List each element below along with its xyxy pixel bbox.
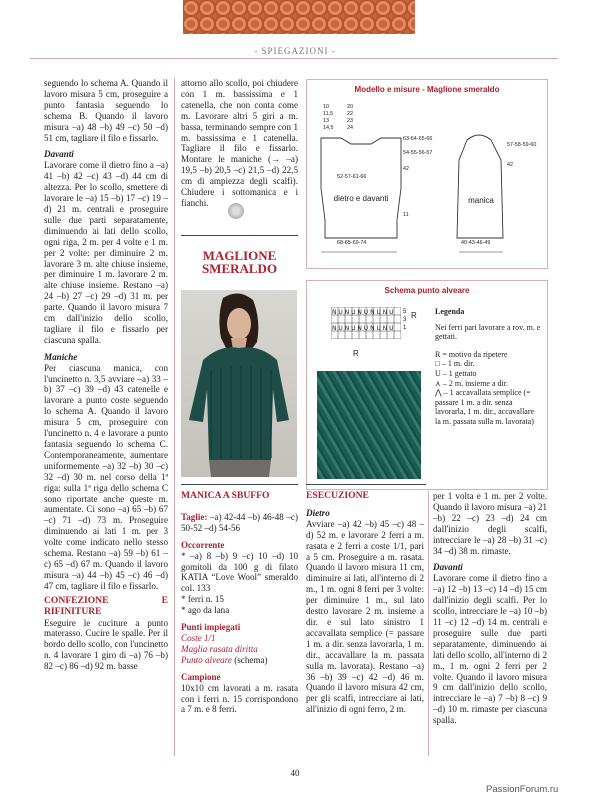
maniche-text: Per ciascuna manica, con l'uncinetto n. 3,5 avviare –a) 33 –b) 37 –c) 39 –d) 43 catenelle e lavorare a punto coste seguendo lo schema A. Quando il lavoro misura 5 cm, proseguire con l'uncinetto n. 4 e lavorare a punto fantasia seguendo lo schema C. Contemporaneamente, aumentare uniformemente –a) 32 –b) 30 –c) 32 –d) 30 m. nel corso della 1ª riga: sulla 1ª riga dello schema C sono riportate anche queste m. aumentate. Ci sono –a) 65 –b) 67 –c) 71 –d) 73 m. Proseguire diminuendo ai lati 1 m. per 3 volte come indicato nello stesso schema. Restano –a) 59 –b) 61 –c) 65 –d) 67 m. Quando il lavoro misura –a) 44 –b) 45 –c) 46 –d) 47 cm, tagliare il filo e fissarlo.	[44, 362, 168, 591]
confezione-heading: CONFEZIONE E RIFINITURE	[44, 594, 168, 617]
header-texture-band	[183, 0, 415, 34]
column-divider	[174, 78, 175, 756]
punti-heading: Punti impiegati	[181, 622, 241, 633]
dim-label-e: 11	[403, 212, 409, 218]
davanti-heading-2: Davanti	[433, 562, 463, 573]
punti-item-3: Punto alveare	[181, 654, 232, 665]
occorrente-item-3: * ago da lana	[181, 605, 230, 616]
left-size-d: 14,5	[323, 125, 334, 131]
maniche-heading: Maniche	[44, 351, 78, 362]
right-size-c: 23	[347, 118, 353, 124]
legend-intro: Nei ferri pari lavorare a rov. m. e gettati.	[435, 322, 541, 342]
punti-item-2: Maglia rasata diritta	[181, 643, 258, 654]
stitch-schema	[306, 280, 548, 490]
occorrente-item-1: * –a) 8 –b) 9 –c) 10 –d) 10 gomitoli da 100 g di filato KATIA “Love Wool” smeraldo col. 133	[181, 550, 298, 594]
column-2-top	[181, 78, 298, 209]
title-rule-top	[181, 235, 298, 236]
taglie-value: –a) 42-44 –b) 46-48 –c) 50-52 –d) 54-56	[181, 511, 298, 533]
legend-item-k2tog: ⋏ – 2 m. insieme a dir.	[435, 378, 508, 388]
esecuzione-heading: ESECUZIONE	[306, 490, 369, 501]
column-divider-2	[428, 491, 429, 756]
dim-label-c: 42	[403, 166, 409, 172]
legend-item-knit: □ – 1 m. dir.	[435, 359, 475, 369]
row-numbers	[403, 308, 406, 332]
punti-item-1: Coste 1/1	[181, 632, 216, 643]
manica-heading: MANICA A SBUFFO	[181, 490, 270, 501]
left-size-list	[323, 104, 334, 132]
dim-label-a: 63-64-65-66	[403, 136, 433, 142]
col1-paragraph: seguendo lo schema A. Quando il lavoro misura 5 cm, proseguire a punto fantasia seguendo lo schema B. Quando il lavoro misura –a) 48 –b) 49 –c) 50 –d) 51 cm, tagliare il filo e fissarlo.	[44, 78, 168, 143]
header-rule	[30, 58, 558, 59]
svg-text:N U N U N U N U N U: N U N U N U N U N U	[332, 325, 394, 332]
svg-text:N U N U N U N U N U: N U N U N U N U N U	[332, 309, 394, 316]
dietro-text: Avviare –a) 42 –b) 45 –c) 48 –d) 52 m. e lavorare 2 ferri a m. rasata e 2 ferri a coste 1/1, pari a 5 cm. Proseguire a m. rasata. Quando il lavoro misura 11 cm, diminuire ai lati, all'interno di 2 m., 1 m. ogni 8 ferri per 3 volte: per diminuire 1 m., sul lato destro lavorare 2 m. insieme a dir. e sul lato sinistro 1 accavallata semplice (= passare 1 m. a dir. senza lavorarla, 1 m. dir., accavallare la m. passata sulla m. lavorata). Restano –a) 36 –b) 39 –c) 42 –d) 46 m. Quando il lavoro misura 42 cm, per gli scalfi, intrecciare ai lati, all'inizio di ogni ferro, 2 m.	[306, 518, 424, 715]
watermark: PassionForum.ru	[486, 784, 559, 795]
dim-label-d: 52-57-61-66	[337, 174, 367, 180]
left-size-a: 10	[323, 104, 329, 110]
row-number-1: 1	[403, 325, 407, 331]
measurements-diagram	[306, 79, 548, 269]
stitch-chart-grid	[331, 307, 401, 339]
confezione-text: Eseguire le cuciture a punto materasso. Cucire le spalle. Per il bordo dello scollo, con l'uncinetto n. 4 lavorare 1 giro di –a) 76 –b) 82 –c) 86 –d) 92 m. basse	[44, 617, 168, 672]
dim-label-b: 54-55-56-57	[403, 150, 433, 156]
legend-item-skp: ⋀ – 1 accavallata semplice (= passare 1 m. a dir. senza lavorarla, 1 m. dir., accavallare la m. passata sulla m. lavorata)	[435, 388, 535, 426]
row-number-5: 5	[403, 309, 407, 315]
stitch-sample-photo	[317, 371, 421, 479]
punti-item-3-suffix: (schema)	[231, 654, 268, 665]
occorrente-item-2: * ferri n. 15	[181, 594, 224, 605]
left-size-b: 11,5	[323, 111, 334, 117]
piece-label-sleeve: manica	[468, 196, 494, 205]
model-photo	[181, 290, 297, 477]
legend	[435, 307, 541, 427]
sleeve-length-label: 42	[507, 162, 513, 168]
left-size-c: 13	[323, 118, 329, 124]
right-size-list	[347, 104, 353, 132]
column-1	[44, 78, 168, 672]
col4-paragraph: per 1 volta e 1 m. per 2 volte. Quando il lavoro misura –a) 21 –b) 22 –c) 23 –d) 24 cm dall'inizio degli scalfi, intrecciare le –a) 28 –b) 31 –c) 34 –d) 38 m. rimaste.	[433, 491, 547, 556]
davanti-text-2: Lavorare come il dietro fino a –a) 12 –b) 13 –c) 14 –d) 15 cm dall'inizio degli scalfi. Per lo scollo, intrecciare le –a) 10 –b) 11 –c) 12 –d) 14 m. centrali e proseguire sulle due parti separatamente, diminuendo ai lati dello scollo, all'interno di 2 m., 1 m. ogni 2 ferri per 2 volte. Quando il lavoro misura 9 cm dall'inizio dello scollo, intrecciare le –a) 7 –b) 8 –c) 9 –d) 10 m. rimaste per ciascuna spalla.	[433, 573, 547, 726]
taglie-label: Taglie:	[181, 511, 208, 522]
davanti-heading: Davanti	[44, 149, 74, 160]
schema-title: Schema punto alveare	[384, 286, 470, 295]
column-2-info	[181, 491, 298, 715]
sleeve-top-label: 57-58-59-60	[507, 142, 537, 148]
repeat-label-side: R	[411, 311, 417, 320]
legend-item-yarnover: U – 1 gettato	[435, 368, 477, 378]
dim-label-f: 68-65-69-74	[337, 240, 367, 246]
legend-item-repeat: R = motivo da ripetere	[435, 349, 508, 359]
dietro-heading: Dietro	[306, 507, 330, 518]
repeat-label-bottom: R	[353, 349, 359, 358]
davanti-text: Lavorare come il dietro fino a –a) 41 –b) 42 –c) 43 –d) 44 cm di altezza. Per lo scollo, smettere di lavorare le –a) 15 –b) 17 –c) 19 –d) 21 m. centrali e proseguire sulle due parti separatamente, diminuendo ai lati dello scollo, ogni riga, 2 m. per 4 volte e 1 m. per 2 volte: per diminuire 2 m. lavorare 3 m. alte chiuse insieme, per diminuire 1 m. lavorare 2 m. alte chiuse insieme. Restano –a) 24 –b) 27 –c) 29 –d) 31 m. per parte. Quando il lavoro misura 7 cm dall'inizio dello scollo, tagliare il filo e fissarlo per ciascuna spalla.	[44, 160, 168, 345]
campione-text: 10x10 cm lavorati a m. rasata con i ferri n. 15 corrispondono a 7 m. e 8 ferri.	[181, 682, 298, 715]
piece-label-back-front: dietro e davanti	[333, 194, 389, 203]
section-header: - SPIEGAZIONI -	[254, 46, 336, 56]
pattern-title: MAGLIONE SMERALDO	[201, 248, 278, 276]
right-size-a: 20	[347, 104, 353, 110]
esec-rule	[306, 484, 426, 485]
right-size-d: 24	[347, 125, 353, 131]
col2-paragraph: attorno allo scollo, poi chiudere con 1 m. bassissima e 1 catenella, che non conta come m. Lavorare altri 5 giri a m. bassa, terminando sempre con 1 m. bassissima e 1 catenella. Tagliare il filo e fissarlo. Montare le maniche (→ –a) 19,5 –b) 20,5 –c) 21,5 –d) 22,5 cm di ampiezza degli scalfi). Chiudere i sottomanica e i fianchi.	[181, 78, 298, 208]
campione-heading: Campione	[181, 671, 221, 682]
sleeve-bottom-label: 40-43-46-49	[461, 240, 491, 246]
column-3	[306, 491, 424, 715]
column-4	[433, 491, 547, 726]
row-number-3: 3	[403, 317, 407, 323]
model-photo-illustration	[181, 290, 297, 477]
page-number: 40	[290, 768, 300, 778]
legend-title: Legenda	[435, 307, 465, 316]
diagram-title: Modello e misure - Maglione smeraldo	[354, 85, 500, 94]
right-size-b: 22	[347, 111, 353, 117]
occorrente-heading: Occorrente	[181, 539, 225, 550]
section-rule	[181, 484, 298, 485]
yarn-ball-icon	[228, 203, 244, 219]
